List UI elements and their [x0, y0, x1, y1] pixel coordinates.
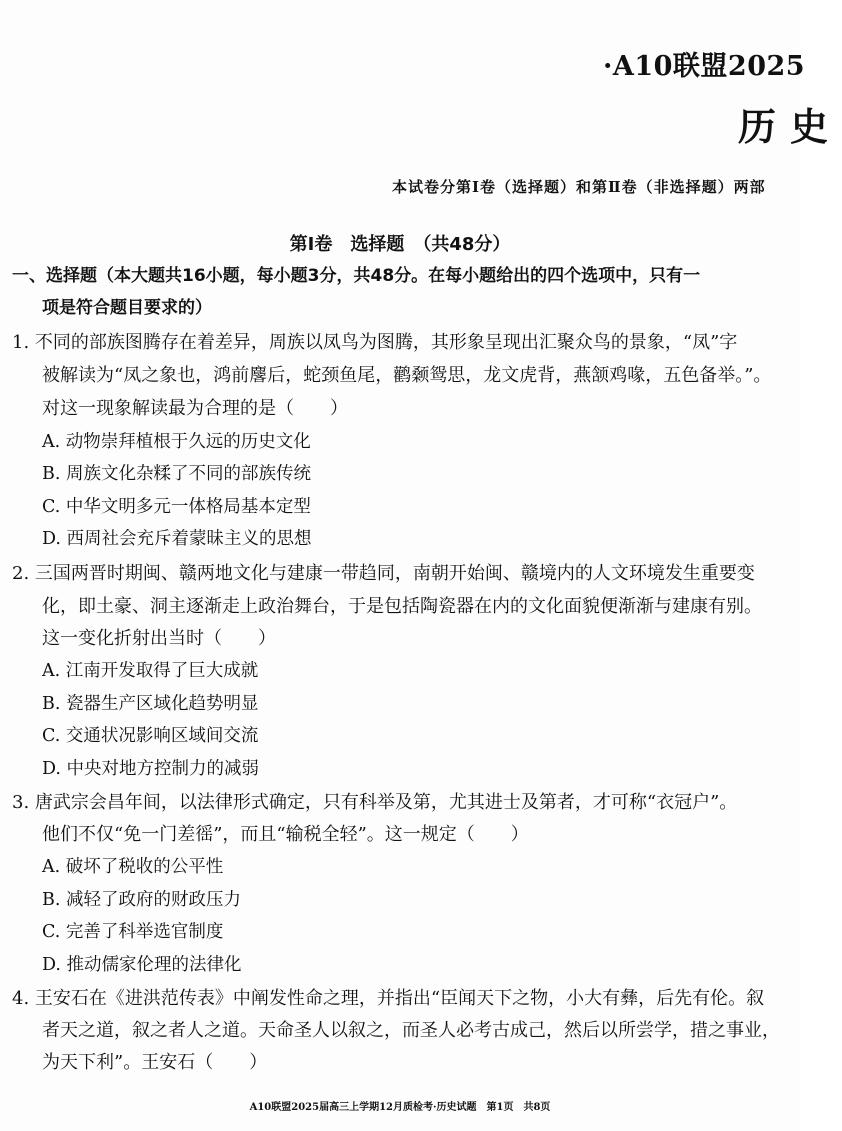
- question-3-stem: 3. 唐武宗会昌年间，以法律形式确定，只有科举及第，尤其进士及第者，才可称“衣冠户”。: [12, 792, 738, 813]
- question-4-stem: 为天下利”。王安石（ ）: [42, 1052, 268, 1073]
- question-1-stem: 1. 不同的部族图腾存在着差异，周族以凤鸟为图腾，其形象呈现出汇聚众鸟的景象，“凤”字: [12, 332, 738, 353]
- question-3-option-c: C. 完善了科举选官制度: [42, 922, 224, 942]
- question-1-option-a: A. 动物崇拜植根于久远的历史文化: [42, 432, 311, 452]
- question-3-option-b: B. 减轻了政府的财政压力: [42, 890, 241, 910]
- question-2-option-a: A. 江南开发取得了巨大成就: [42, 661, 259, 681]
- question-3-option-a: A. 破坏了税收的公平性: [42, 857, 224, 877]
- exam-title: ·A10联盟2025: [603, 51, 806, 82]
- page-footer: A10联盟2025届高三上学期12月质检考·历史试题 第1页 共8页: [249, 1102, 551, 1113]
- question-2-stem: 化，即土豪、洞主逐渐走上政治舞台，于是包括陶瓷器在内的文化面貌便渐渐与建康有别。: [42, 596, 762, 617]
- question-1-option-b: B. 周族文化杂糅了不同的部族传统: [42, 464, 311, 484]
- subject-title: 历史: [738, 104, 842, 149]
- question-1-option-d: D. 西周社会充斥着蒙昧主义的思想: [42, 529, 312, 549]
- question-4-stem: 4. 王安石在《进洪范传表》中阐发性命之理，并指出“臣闻天下之物，小大有彝，后先有伦。叙: [12, 988, 765, 1009]
- section-instruction-cont: 项是符合题目要求的）: [42, 298, 212, 318]
- question-1-option-c: C. 中华文明多元一体格局基本定型: [42, 497, 311, 517]
- question-4-stem: 者天之道，叙之者人之道。天命圣人以叙之，而圣人必考古成己，然后以所尝学，措之事业，: [42, 1020, 780, 1041]
- section-instruction: 一、选择题（本大题共16小题，每小题3分，共48分。在每小题给出的四个选项中，只有一: [12, 266, 701, 286]
- question-3-stem: 他们不仅“免一门差徭”，而且“输税全轻”。这一规定（ ）: [42, 824, 529, 845]
- question-2-option-d: D. 中央对地方控制力的减弱: [42, 759, 260, 779]
- question-2-option-b: B. 瓷器生产区域化趋势明显: [42, 694, 259, 714]
- question-2-option-c: C. 交通状况影响区域间交流: [42, 726, 259, 746]
- question-2-stem: 2. 三国两晋时期闽、赣两地文化与建康一带趋同，南朝开始闽、赣境内的人文环境发生重要变: [12, 563, 755, 584]
- question-1-stem: 对这一现象解读最为合理的是（ ）: [42, 398, 348, 419]
- question-3-option-d: D. 推动儒家伦理的法律化: [42, 955, 242, 975]
- question-2-stem: 这一变化折射出当时（ ）: [42, 628, 276, 649]
- question-1-stem: 被解读为“凤之象也，鸿前麐后，蛇颈鱼尾，鹳颡鸳思，龙文虎背，燕颔鸡喙，五色备举。”。: [42, 365, 772, 386]
- section-title: 第Ⅰ卷 选择题 （共48分）: [289, 234, 511, 255]
- exam-intro: 本试卷分第Ⅰ卷（选择题）和第Ⅱ卷（非选择题）两部: [392, 178, 766, 196]
